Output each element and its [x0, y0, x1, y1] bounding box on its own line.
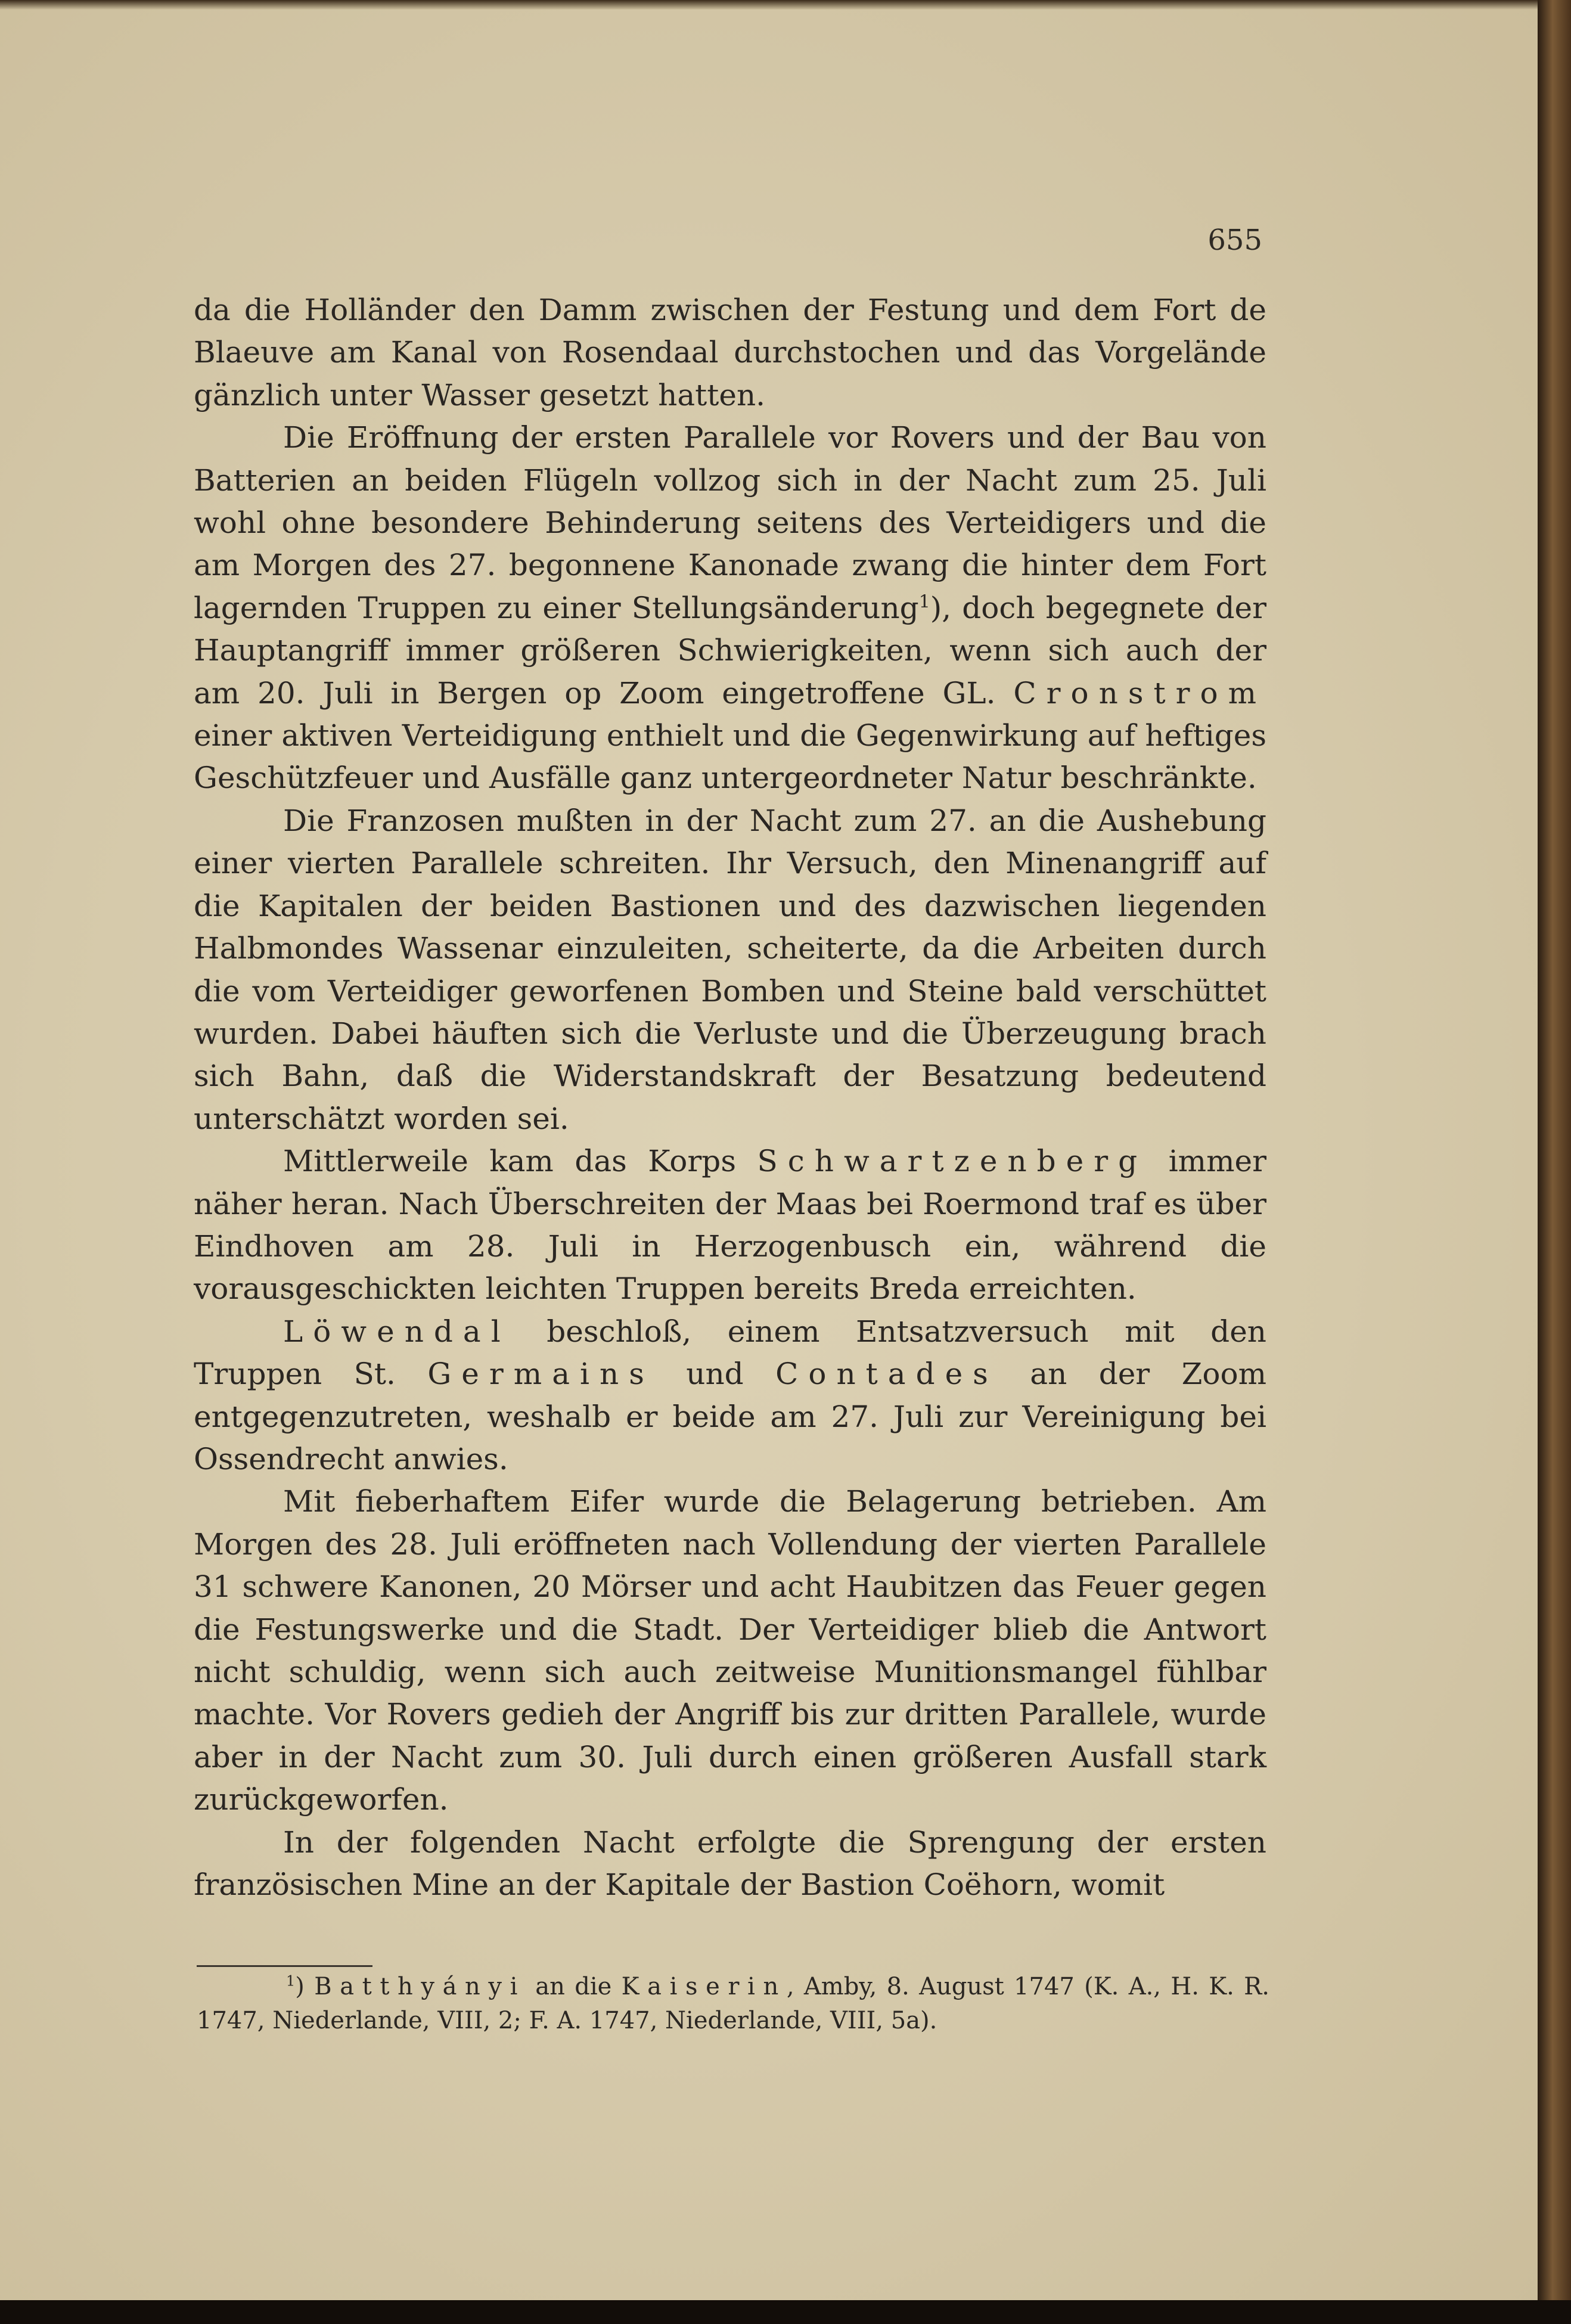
footnote-mark: 1: [286, 1972, 296, 1990]
footnote-part: an die: [535, 1973, 612, 2000]
footnote-reference: 1: [918, 591, 930, 613]
paragraph-text: Mittlerweile kam das Korps: [283, 1144, 736, 1179]
paragraph-4: [194, 1140, 1266, 1311]
person-name: Germains: [427, 1357, 654, 1392]
person-name: Löwendal: [283, 1314, 511, 1349]
paragraph-text: Die Franzosen mußten in der Nacht zum 27. an die Aushebung einer vierten Parallele schreiten. Ihr Versuch, den Minenangriff auf die Kapitalen der beiden Bastionen und des dazwischen liegenden Halbmondes Wassenar einzuleiten, scheiterte, da die Arbeiten durch die vom Verteidiger geworfenen Bomben und Steine bald verschüttet wurden. Dabei häuften sich die Verluste und die Überzeugung brach sich Bahn, daß die Widerstandskraft der Besatzung bedeutend unterschätzt worden sei.: [194, 803, 1266, 1136]
page-number: 655: [1207, 224, 1262, 257]
paragraph-5: [194, 1311, 1266, 1481]
paragraph-text: einer aktiven Verteidigung enthielt und die Gegenwirkung auf heftiges Geschützfeuer und Ausfälle ganz untergeordneter Natur beschränkte.: [194, 718, 1266, 796]
paragraph-text: immer näher heran. Nach Überschreiten der Maas bei Roermond traf es über Eindhoven am 28. Juli in Herzogenbusch ein, während die vorausgeschickten leichten Truppen bereits Breda erreichten.: [194, 1144, 1266, 1307]
book-spine-edge: [1538, 0, 1571, 2324]
person-name: Contades: [775, 1357, 998, 1392]
scan-bottom-edge: [0, 2300, 1571, 2324]
person-name: Kaiserin: [621, 1973, 787, 2000]
paragraph-text: Die Eröffnung der ersten Parallele vor Rovers und der Bau von Batterien an beiden Flügeln vollzog sich in der Nacht zum 25. Juli wohl ohne besondere Behinderung seitens des Verteidigers und die am Morgen des 27. begonnene Kanonade zwang die hinter dem Fort lagernden Truppen zu einer Stellungsänderung: [194, 420, 1266, 625]
paragraph-text: ), doch begegnete der Hauptangriff immer größeren Schwierigkeiten, wenn sich auch der am 20. Juli in Bergen op Zoom eingetroffene GL.: [194, 590, 1266, 710]
paragraph-text: Mit fieberhaftem Eifer wurde die Belagerung betrieben. Am Morgen des 28. Juli eröffneten nach Vollendung der vierten Parallele 31 schwere Kanonen, 20 Mörser und acht Haubitzen das Feuer gegen die Festungswerke und die Stadt. Der Verteidiger blieb die Antwort nicht schuldig, wenn sich auch zeitweise Munitionsmangel fühlbar machte. Vor Rovers gedieh der Angriff bis zur dritten Parallele, wurde aber in der Nacht zum 30. Juli durch einen größeren Ausfall stark zurückgeworfen.: [194, 1484, 1266, 1817]
person-name: Cronstrom: [1013, 675, 1266, 710]
footnote: [197, 1970, 1269, 2038]
footnote-mark-close: ): [295, 1973, 305, 2000]
footnote-part: , Amby, 8. August 1747 (K. A., H. K. R. 1747, Niederlande, VIII, 2; F. A. 1747, Niederlande, VIII, 5a).: [197, 1973, 1270, 2034]
paragraph-text: In der folgenden Nacht erfolgte die Sprengung der ersten französischen Mine an der Kapitale der Bastion Coëhorn, womit: [194, 1825, 1266, 1903]
paragraph-text: da die Holländer den Damm zwischen der Festung und dem Fort de Blaeuve am Kanal von Rosendaal durchstochen und das Vorgelände gänzlich unter Wasser gesetzt hatten.: [194, 293, 1266, 412]
paragraph-text: und: [686, 1357, 744, 1392]
paragraph-text: an der Zoom entgegenzutreten, weshalb er beide am 27. Juli zur Vereinigung bei Ossendrecht anwies.: [194, 1357, 1266, 1476]
person-name: Schwartzenberg: [757, 1144, 1148, 1179]
paragraph-3: [194, 800, 1266, 1140]
paragraph-2: [194, 417, 1266, 800]
footnote-text: [197, 1970, 1269, 2038]
paragraph-7: [194, 1822, 1266, 1907]
paragraph-6: [194, 1481, 1266, 1821]
page-top-edge: [0, 0, 1538, 10]
body-text: [194, 289, 1266, 1906]
paragraph-1: [194, 289, 1266, 417]
footnote-divider: [197, 1965, 372, 1967]
person-name: Batthyányi: [314, 1973, 526, 2000]
paragraph-text: beschloß, einem Entsatzversuch mit den Truppen St.: [194, 1314, 1266, 1392]
